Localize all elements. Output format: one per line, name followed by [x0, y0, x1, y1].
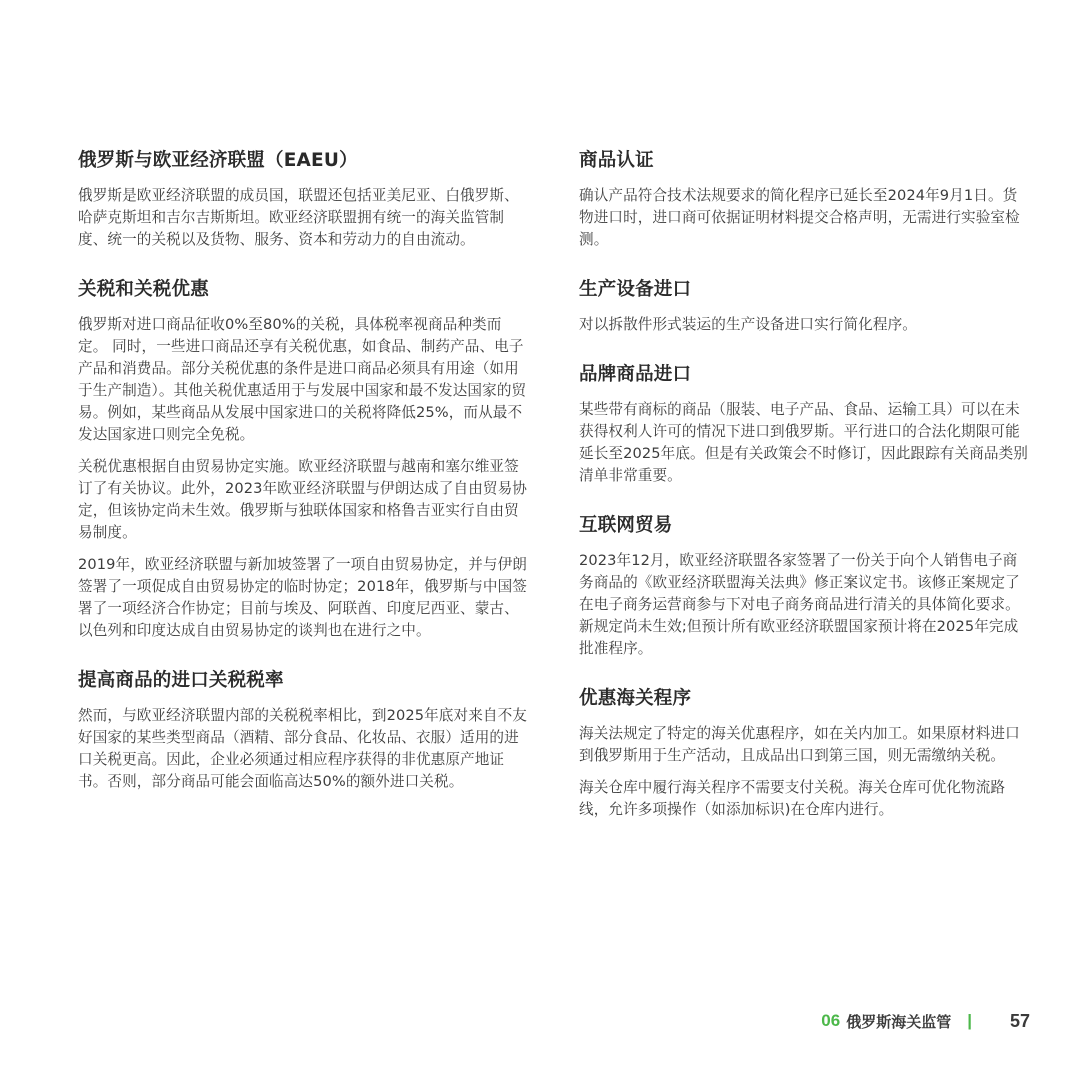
section-paragraph: 关税优惠根据自由贸易协定实施。欧亚经济联盟与越南和塞尔维亚签订了有关协议。此外，2023年欧亚经济联盟与伊朗达成了自由贸易协定，但该协定尚未生效。俄罗斯与独联体国家和格鲁吉亚实行自由贸易制度。	[78, 458, 527, 541]
section-internet-trade	[579, 513, 1031, 660]
page-footer	[821, 1009, 1030, 1033]
section-title: 俄罗斯与欧亚经济联盟（EAEU）	[78, 150, 358, 171]
section-title: 互联网贸易	[579, 515, 673, 536]
section-title: 关税和关税优惠	[78, 279, 209, 300]
section-paragraph: 然而，与欧亚经济联盟内部的关税税率相比，到2025年底对来自不友好国家的某些类型商品（酒精、部分食品、化妆品、衣服）适用的进口关税更高。因此，企业必须通过相应程序获得的非优惠原产地证书。否则，部分商品可能会面临高达50%的额外进口关税。	[78, 707, 527, 790]
section-tariffs	[78, 277, 530, 642]
section-certification	[579, 148, 1031, 251]
chapter-number: 06	[821, 1011, 841, 1030]
chapter-title: 俄罗斯海关监管	[846, 1013, 952, 1031]
section-eaeu	[78, 148, 530, 251]
section-paragraph: 俄罗斯是欧亚经济联盟的成员国，联盟还包括亚美尼亚、白俄罗斯、哈萨克斯坦和吉尔吉斯斯坦。欧亚经济联盟拥有统一的海关监管制度、统一的关税以及货物、服务、资本和劳动力的自由流动。	[78, 187, 519, 248]
section-equipment-import	[579, 277, 1031, 336]
section-paragraph: 对以拆散件形式装运的生产设备进口实行简化程序。	[579, 316, 917, 333]
section-title: 商品认证	[579, 150, 654, 171]
section-paragraph: 确认产品符合技术法规要求的简化程序已延长至2024年9月1日。货物进口时，进口商可依据证明材料提交合格声明，无需进行实验室检测。	[579, 187, 1020, 248]
section-paragraph: 海关仓库中履行海关程序不需要支付关税。海关仓库可优化物流路线，允许多项操作（如添加标识)在仓库内进行。	[579, 779, 1006, 818]
section-paragraph: 俄罗斯对进口商品征收0%至80%的关税，具体税率视商品种类而定。 同时，一些进口商品还享有关税优惠，如食品、制药产品、电子产品和消费品。部分关税优惠的条件是进口商品必须具有用途（如用于生产制造）。其他关税优惠适用于与发展中国家和最不发达国家的贸易。例如，某些商品从发展中国家进口的关税将降低25%，而从最不发达国家进口则完全免税。	[78, 316, 527, 443]
left-column	[78, 148, 530, 819]
section-import-tariff-increase	[78, 668, 530, 793]
footer-separator: |	[967, 1011, 972, 1030]
section-title: 提高商品的进口关税税率	[78, 670, 284, 691]
section-brand-import	[579, 362, 1031, 487]
section-paragraph: 海关法规定了特定的海关优惠程序，如在关内加工。如果原材料进口到俄罗斯用于生产活动，且成品出口到第三国，则无需缴纳关税。	[579, 725, 1020, 764]
section-paragraph: 2019年，欧亚经济联盟与新加坡签署了一项自由贸易协定，并与伊朗签署了一项促成自由贸易协定的临时协定；2018年，俄罗斯与中国签署了一项经济合作协定；目前与埃及、阿联酋、印度尼西亚、蒙古、以色列和印度达成自由贸易协定的谈判也在进行之中。	[78, 556, 527, 639]
section-preferential-procedures	[579, 686, 1031, 821]
section-title: 生产设备进口	[579, 279, 692, 300]
section-paragraph: 2023年12月，欧亚经济联盟各家签署了一份关于向个人销售电子商务商品的《欧亚经济联盟海关法典》修正案议定书。该修正案规定了在电子商务运营商参与下对电子商务商品进行清关的具体简化要求。新规定尚未生效;但预计所有欧亚经济联盟国家预计将在2025年完成批准程序。	[579, 552, 1020, 657]
right-column	[579, 148, 1031, 847]
section-paragraph: 某些带有商标的商品（服装、电子产品、食品、运输工具）可以在未获得权利人许可的情况下进口到俄罗斯。平行进口的合法化期限可能延长至2025年底。但是有关政策会不时修订，因此跟踪有关商品类别清单非常重要。	[579, 401, 1028, 484]
section-title: 优惠海关程序	[579, 688, 692, 709]
section-title: 品牌商品进口	[579, 364, 692, 385]
page-number: 57	[1009, 1010, 1030, 1031]
